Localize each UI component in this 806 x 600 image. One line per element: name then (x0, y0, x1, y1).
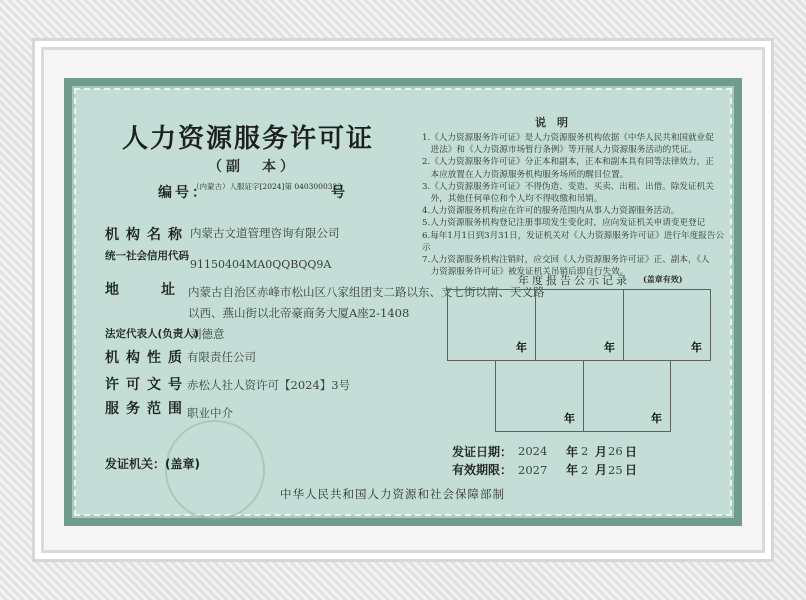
year-label: 年 (516, 341, 527, 354)
issue-date-label: 发证日期： (452, 445, 513, 459)
issuing-ministry-footer: 中华人民共和国人力资源和社会保障部制 (280, 487, 505, 501)
license-no-label: 许可文号 (105, 377, 189, 393)
note-line: 外，其他任何单位和个人均不得收缴和吊销。 (422, 194, 603, 205)
note-line: 进法》和《人力资源市场暂行条例》等开展人力资源服务活动的凭证。 (422, 145, 698, 156)
credit-code-value: 91150404MA0QQBQQ9A (190, 258, 332, 271)
legal-rep-label: 法定代表人(负责人) (105, 328, 199, 340)
number-suffix: 号 (331, 185, 352, 201)
note-line: 3.《人力资源服务许可证》不得伪造、变造、买卖、出租、出借。除发证机关 (422, 181, 714, 192)
annual-report-box (583, 360, 671, 432)
annual-report-title: 年度报告公示记录 (518, 274, 630, 287)
issuer-label: 发证机关：(盖章) (105, 457, 200, 471)
note-line: 6.每年1月1日到3月31日，发证机关对《人力资源服务许可证》进行年度报告公示 (422, 230, 724, 253)
expiry-year: 2027 (518, 463, 548, 477)
note-line: 1.《人力资源服务许可证》是人力资源服务机构依据《中华人民共和国就业促 (422, 133, 714, 143)
day-char: 日 (625, 445, 638, 459)
note-line: 力资源服务许可证》被发证机关吊销后即自行失效。 (422, 267, 629, 278)
year-char: 年 (566, 463, 579, 477)
issue-year: 2024 (518, 444, 548, 458)
legal-rep-value: 刘德意 (190, 327, 225, 341)
expiry-month: 2 (581, 463, 589, 477)
notes-list (422, 132, 732, 278)
note-line: 本应放置在人力资源服务机构服务场所的醒目位置。 (422, 169, 629, 180)
certificate-title: 人力资源服务许可证 (122, 124, 375, 154)
annual-report-box (495, 360, 584, 432)
number-value: （内蒙古）人服证字[2024]第 0403000323 (192, 182, 343, 191)
month-char: 月 (595, 463, 608, 477)
service-scope-value: 职业中介 (187, 406, 233, 420)
note-line: 5.人力资源服务机构登记注册事项发生变化时，应向发证机关申请变更登记 (422, 218, 706, 229)
notes-title: 说 明 (535, 116, 568, 129)
license-no-value: 赤松人社人资许可【2024】3号 (187, 378, 351, 392)
address-label: 地 址 (105, 282, 189, 298)
number-label: 编号： (158, 185, 209, 201)
year-label: 年 (691, 341, 702, 354)
org-name-label: 机构名称 (105, 227, 189, 243)
expiry-day: 25 (608, 463, 623, 477)
address-value-line1: 内蒙古自治区赤峰市松山区八家组团支二路以东、支七街以南、天义路 (188, 285, 545, 299)
issue-month: 2 (581, 444, 589, 458)
issue-day: 26 (608, 444, 623, 458)
note-line: 7.人力资源服务机构注销时，应交回《人力资源服务许可证》正、副本，《人 (422, 255, 710, 266)
day-char: 日 (625, 463, 638, 477)
note-line: 2.《人力资源服务许可证》分正本和副本，正本和副本具有同等法律效力，正 (422, 157, 714, 168)
annual-report-note: (盖章有效) (643, 274, 683, 284)
org-type-label: 机构性质 (105, 350, 189, 366)
address-value-line2: 以西、燕山街以北帝豪商务大厦A座2-1408 (188, 306, 410, 320)
credit-code-label: 统一社会信用代码 (105, 250, 189, 262)
annual-report-box (535, 289, 624, 361)
year-label: 年 (564, 412, 575, 425)
month-char: 月 (595, 445, 608, 459)
org-name-value: 内蒙古文道管理咨询有限公司 (190, 226, 340, 240)
year-char: 年 (566, 445, 579, 459)
year-label: 年 (604, 341, 615, 354)
note-line: 4.人力资源服务机构应在许可的服务范围内从事人力资源服务活动。 (422, 206, 680, 217)
expiry-date-label: 有效期限： (452, 463, 513, 477)
annual-report-box (447, 289, 536, 361)
annual-report-box (623, 289, 711, 361)
org-type-value: 有限责任公司 (187, 350, 256, 364)
copy-label: （副 本） (208, 159, 298, 175)
year-label: 年 (651, 412, 662, 425)
service-scope-label: 服务范围 (105, 401, 189, 417)
